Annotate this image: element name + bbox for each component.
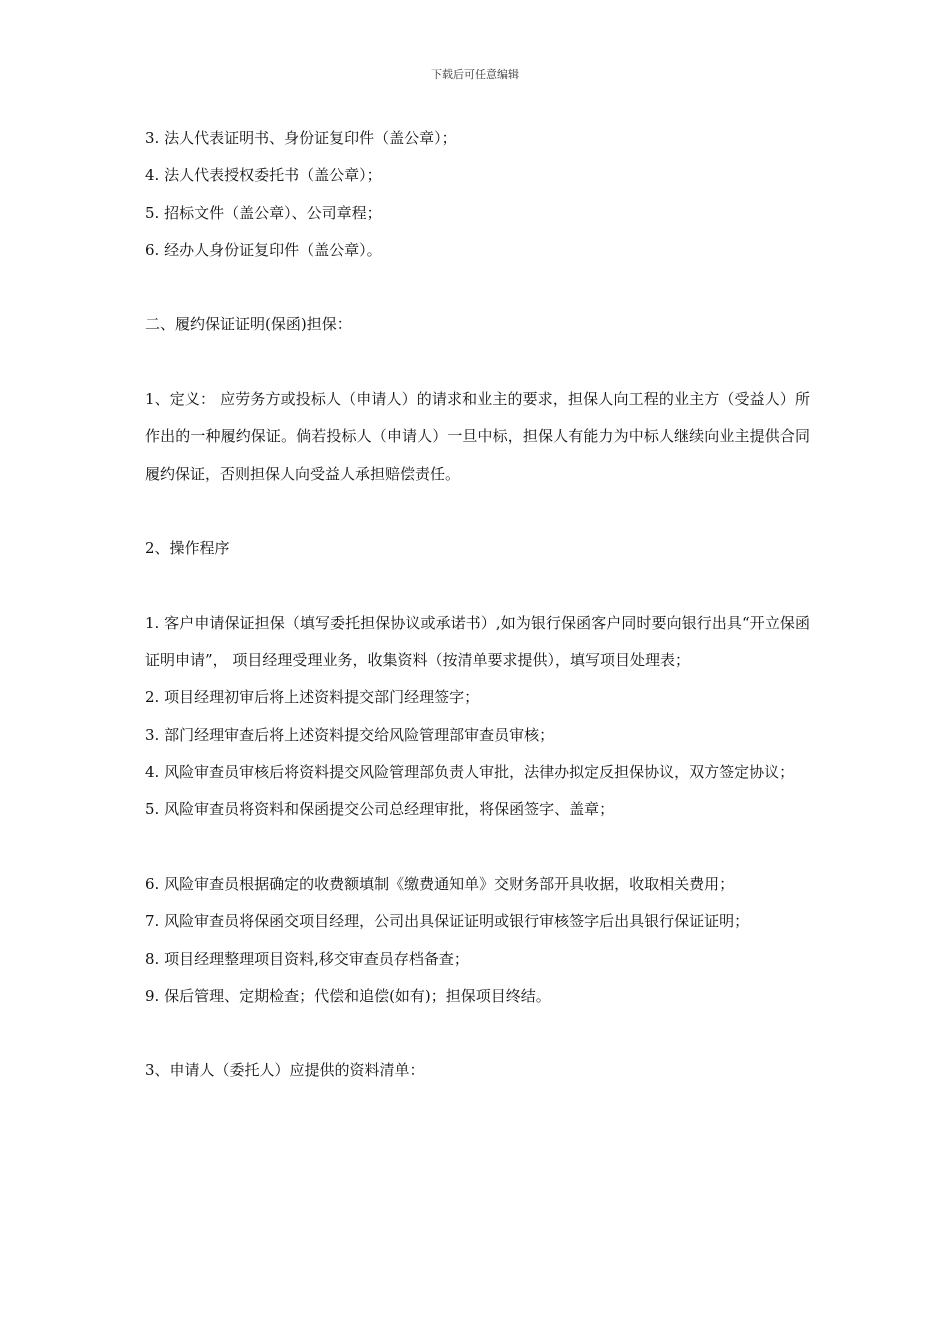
list-item-5: 5. 招标文件（盖公章）、公司章程； [145,203,382,222]
procedure-step-1: 1. 客户申请保证担保（填写委托担保协议或承诺书）,如为银行保函客户同时要向银行出具“开立保函证明申请”， 项目经理受理业务，收集资料（按清单要求提供），填写项目处理表； [145,613,810,670]
procedure-step-2: 2. 项目经理初审后将上述资料提交部门经理签字； [145,688,480,707]
spacer [145,1015,810,1052]
procedure-step-3: 3. 部门经理审查后将上述资料提交给风险管理部审查员审核； [145,725,555,744]
procedure-step-4: 4. 风险审查员审核后将资料提交风险管理部负责人审批，法律办拟定反担保协议，双方签定协议； [145,763,795,782]
procedure-step-8: 8. 项目经理整理项目资料,移交审查员存档备查； [145,949,469,968]
spacer [145,568,810,605]
definition-paragraph: 1、定义： 应劳务方或投标人（申请人）的请求和业主的要求，担保人向工程的业主方（受益人）所作出的一种履约保证。倘若投标人（申请人）一旦中标，担保人有能力为中标人继续向业主提供合同履约保证，否则担保人向受益人承担赔偿责任。 [145,390,810,483]
page-header: 下载后可任意编辑 [431,68,519,81]
spacer [145,493,810,530]
procedure-step-9: 9. 保后管理、定期检查；代偿和追偿(如有)；担保项目终结。 [145,986,551,1005]
procedure-step-7: 7. 风险审查员将保函交项目经理，公司出具保证证明或银行审核签字后出具银行保证证明； [145,912,750,931]
section-heading-performance-guarantee: 二、履约保证证明(保函)担保： [145,315,352,334]
spacer [145,344,810,381]
materials-heading: 3、申请人（委托人）应提供的资料清单： [145,1061,425,1080]
list-item-4: 4. 法人代表授权委托书（盖公章）； [145,166,382,185]
spacer [145,829,810,866]
procedure-step-5: 5. 风险审查员将资料和保函提交公司总经理审批，将保函签字、盖章； [145,800,615,819]
list-item-6: 6. 经办人身份证复印件（盖公章）。 [145,240,382,259]
procedure-step-6: 6. 风险审查员根据确定的收费额填制《缴费通知单》交财务部开具收据，收取相关费用； [145,874,735,893]
spacer [145,269,810,306]
document-body [145,120,810,1090]
procedure-heading: 2、操作程序 [145,539,230,558]
list-item-3: 3. 法人代表证明书、身份证复印件（盖公章）； [145,129,457,147]
